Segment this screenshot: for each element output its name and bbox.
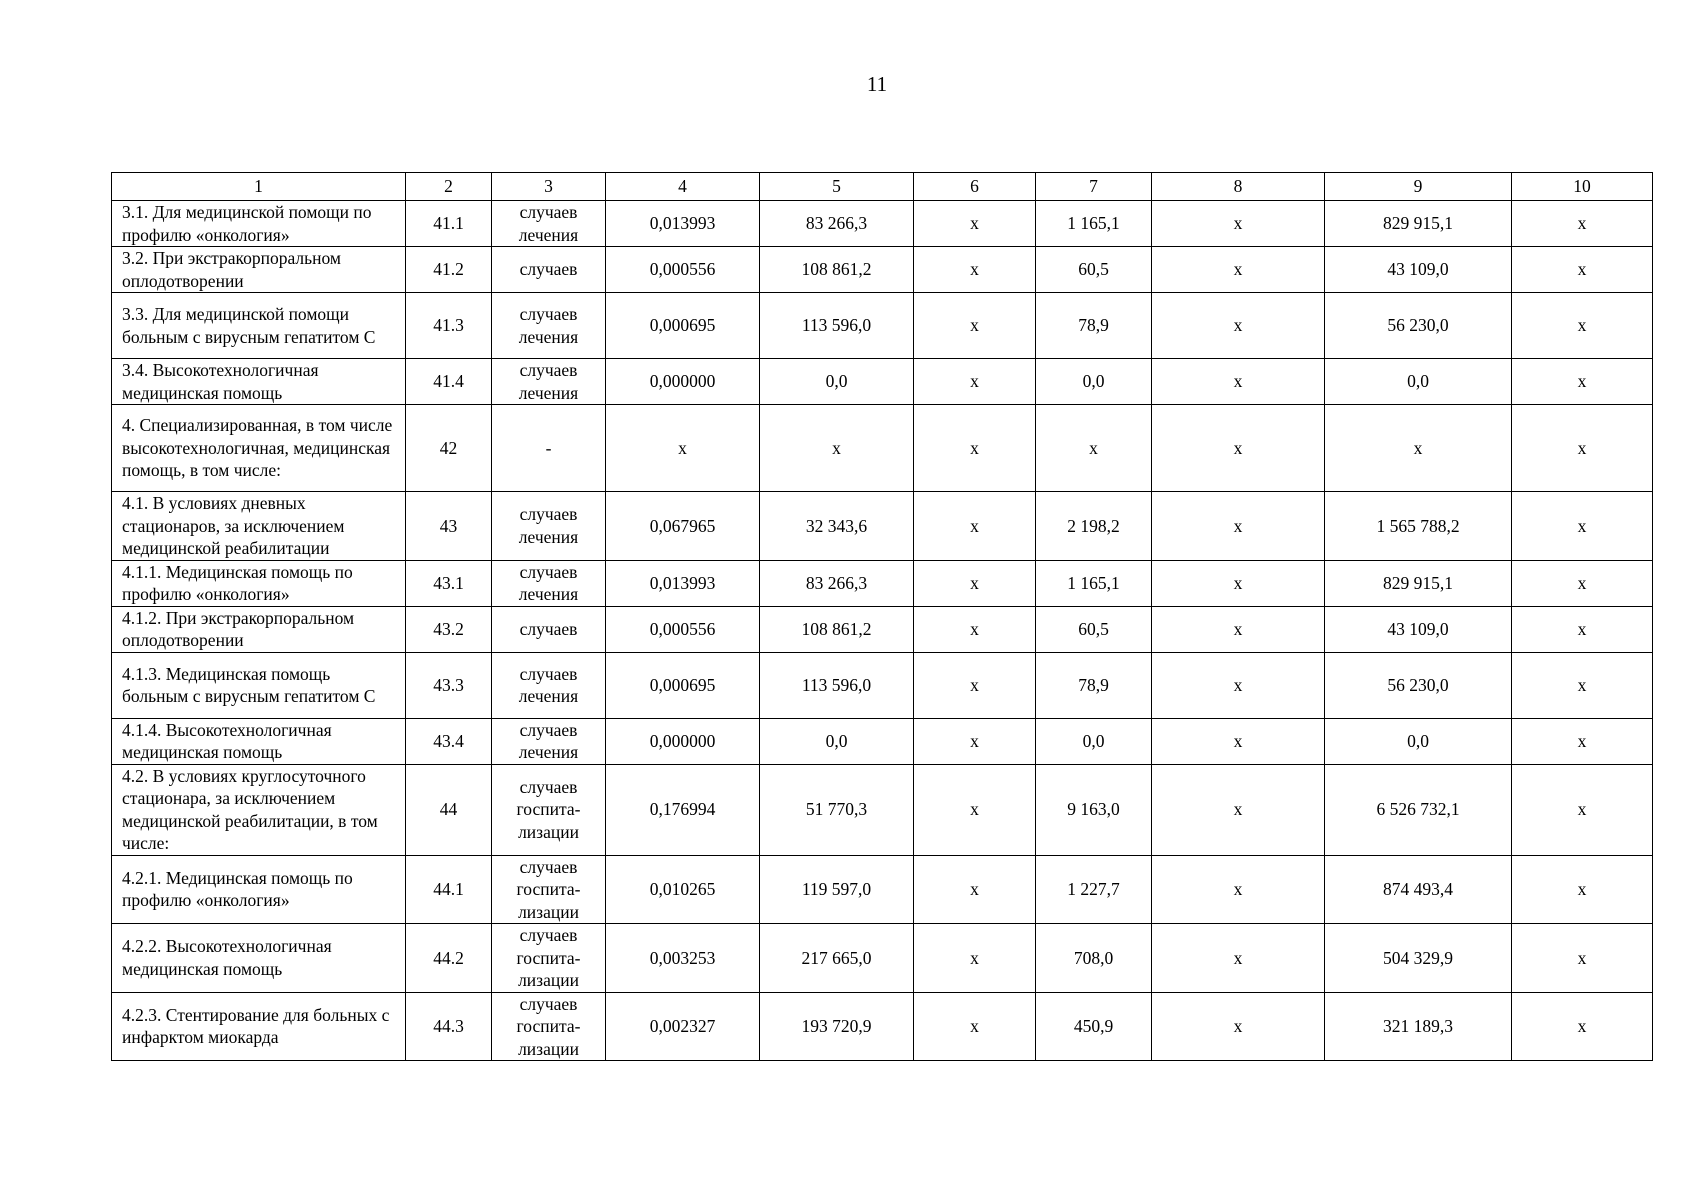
row-code-cell: 43.3: [406, 652, 492, 718]
table-row: [112, 606, 1653, 652]
x-cell: х: [914, 201, 1036, 247]
volume-cell: 0,000695: [606, 652, 760, 718]
x-cell: х: [1152, 764, 1325, 855]
x-cell: х: [1512, 652, 1653, 718]
table-row: [112, 201, 1653, 247]
column-header: 4: [606, 173, 760, 201]
x-cell: х: [914, 924, 1036, 993]
x-cell: х: [1512, 492, 1653, 561]
unit-cell: случаев лечения: [492, 652, 606, 718]
row-code-cell: 44.3: [406, 992, 492, 1061]
total-cell: 43 109,0: [1325, 606, 1512, 652]
total-cell: 0,0: [1325, 718, 1512, 764]
per-capita-cell: 60,5: [1036, 247, 1152, 293]
row-name-cell: 3.3. Для медицинской помощи больным с вирусным гепатитом С: [112, 293, 406, 359]
volume-cell: 0,000556: [606, 606, 760, 652]
x-cell: х: [1512, 405, 1653, 492]
row-code-cell: 43.4: [406, 718, 492, 764]
x-cell: х: [914, 247, 1036, 293]
x-cell: х: [1152, 492, 1325, 561]
per-capita-cell: 9 163,0: [1036, 764, 1152, 855]
unit-cell: случаев: [492, 247, 606, 293]
x-cell: х: [1152, 201, 1325, 247]
x-cell: х: [914, 359, 1036, 405]
total-cell: 56 230,0: [1325, 293, 1512, 359]
column-header: 6: [914, 173, 1036, 201]
data-table: [111, 172, 1653, 1061]
column-header: 9: [1325, 173, 1512, 201]
row-code-cell: 41.2: [406, 247, 492, 293]
x-cell: х: [1152, 560, 1325, 606]
cost-cell: 217 665,0: [760, 924, 914, 993]
x-cell: х: [1152, 652, 1325, 718]
row-code-cell: 41.1: [406, 201, 492, 247]
cost-cell: 119 597,0: [760, 855, 914, 924]
per-capita-cell: 1 227,7: [1036, 855, 1152, 924]
cost-cell: 83 266,3: [760, 201, 914, 247]
x-cell: х: [914, 764, 1036, 855]
unit-cell: случаев госпита-лизации: [492, 855, 606, 924]
row-name-cell: 3.2. При экстракорпоральном оплодотворении: [112, 247, 406, 293]
table-row: [112, 652, 1653, 718]
row-name-cell: 4.1.4. Высокотехнологичная медицинская помощь: [112, 718, 406, 764]
table-row: [112, 924, 1653, 993]
x-cell: х: [1152, 359, 1325, 405]
unit-cell: случаев госпита-лизации: [492, 924, 606, 993]
per-capita-cell: 450,9: [1036, 992, 1152, 1061]
unit-cell: случаев лечения: [492, 492, 606, 561]
x-cell: х: [914, 855, 1036, 924]
volume-cell: 0,003253: [606, 924, 760, 993]
volume-cell: 0,000695: [606, 293, 760, 359]
column-header: 5: [760, 173, 914, 201]
table-row: [112, 492, 1653, 561]
row-code-cell: 42: [406, 405, 492, 492]
unit-cell: случаев лечения: [492, 718, 606, 764]
header-row: [112, 173, 1653, 201]
x-cell: х: [1512, 293, 1653, 359]
unit-cell: случаев лечения: [492, 293, 606, 359]
cost-cell: 0,0: [760, 718, 914, 764]
column-header: 10: [1512, 173, 1653, 201]
x-cell: х: [1512, 992, 1653, 1061]
x-cell: х: [1512, 924, 1653, 993]
table-row: [112, 764, 1653, 855]
x-cell: х: [1152, 718, 1325, 764]
x-cell: х: [1512, 247, 1653, 293]
unit-cell: случаев лечения: [492, 560, 606, 606]
volume-cell: х: [606, 405, 760, 492]
x-cell: х: [1152, 247, 1325, 293]
per-capita-cell: 2 198,2: [1036, 492, 1152, 561]
row-code-cell: 44.2: [406, 924, 492, 993]
table-row: [112, 560, 1653, 606]
row-name-cell: 4.1.3. Медицинская помощь больным с вирусным гепатитом С: [112, 652, 406, 718]
cost-cell: 113 596,0: [760, 652, 914, 718]
cost-cell: 108 861,2: [760, 606, 914, 652]
total-cell: 321 189,3: [1325, 992, 1512, 1061]
unit-cell: случаев лечения: [492, 359, 606, 405]
x-cell: х: [1152, 992, 1325, 1061]
total-cell: 43 109,0: [1325, 247, 1512, 293]
column-header: 3: [492, 173, 606, 201]
row-code-cell: 44.1: [406, 855, 492, 924]
row-name-cell: 4.2. В условиях круглосуточного стационара, за исключением медицинской реабилитации, в том числе:: [112, 764, 406, 855]
row-name-cell: 4.1.2. При экстракорпоральном оплодотворении: [112, 606, 406, 652]
row-name-cell: 4.2.3. Стентирование для больных с инфарктом миокарда: [112, 992, 406, 1061]
per-capita-cell: 1 165,1: [1036, 560, 1152, 606]
row-name-cell: 4.2.1. Медицинская помощь по профилю «онкология»: [112, 855, 406, 924]
x-cell: х: [1512, 855, 1653, 924]
x-cell: х: [1152, 855, 1325, 924]
volume-cell: 0,013993: [606, 560, 760, 606]
row-code-cell: 43.1: [406, 560, 492, 606]
x-cell: х: [1152, 293, 1325, 359]
cost-cell: 83 266,3: [760, 560, 914, 606]
per-capita-cell: 0,0: [1036, 359, 1152, 405]
total-cell: 6 526 732,1: [1325, 764, 1512, 855]
x-cell: х: [1512, 606, 1653, 652]
table-row: [112, 405, 1653, 492]
total-cell: 874 493,4: [1325, 855, 1512, 924]
table-row: [112, 293, 1653, 359]
total-cell: 504 329,9: [1325, 924, 1512, 993]
per-capita-cell: 708,0: [1036, 924, 1152, 993]
x-cell: х: [914, 606, 1036, 652]
volume-cell: 0,067965: [606, 492, 760, 561]
volume-cell: 0,000000: [606, 718, 760, 764]
cost-cell: х: [760, 405, 914, 492]
per-capita-cell: 78,9: [1036, 652, 1152, 718]
row-name-cell: 4.1. В условиях дневных стационаров, за исключением медицинской реабилитации: [112, 492, 406, 561]
x-cell: х: [914, 293, 1036, 359]
x-cell: х: [1512, 201, 1653, 247]
volume-cell: 0,010265: [606, 855, 760, 924]
column-header: 1: [112, 173, 406, 201]
x-cell: х: [914, 652, 1036, 718]
total-cell: 829 915,1: [1325, 201, 1512, 247]
x-cell: х: [914, 405, 1036, 492]
row-code-cell: 43: [406, 492, 492, 561]
x-cell: х: [1512, 718, 1653, 764]
per-capita-cell: 1 165,1: [1036, 201, 1152, 247]
x-cell: х: [914, 560, 1036, 606]
x-cell: х: [914, 718, 1036, 764]
per-capita-cell: 78,9: [1036, 293, 1152, 359]
unit-cell: случаев лечения: [492, 201, 606, 247]
cost-cell: 113 596,0: [760, 293, 914, 359]
row-name-cell: 4.1.1. Медицинская помощь по профилю «онкология»: [112, 560, 406, 606]
row-name-cell: 4.2.2. Высокотехнологичная медицинская помощь: [112, 924, 406, 993]
per-capita-cell: 0,0: [1036, 718, 1152, 764]
total-cell: 829 915,1: [1325, 560, 1512, 606]
cost-cell: 0,0: [760, 359, 914, 405]
table-body: [112, 201, 1653, 1061]
x-cell: х: [1512, 359, 1653, 405]
volume-cell: 0,176994: [606, 764, 760, 855]
row-name-cell: 3.1. Для медицинской помощи по профилю «онкология»: [112, 201, 406, 247]
x-cell: х: [1152, 924, 1325, 993]
total-cell: 56 230,0: [1325, 652, 1512, 718]
per-capita-cell: х: [1036, 405, 1152, 492]
cost-cell: 108 861,2: [760, 247, 914, 293]
cost-cell: 32 343,6: [760, 492, 914, 561]
cost-cell: 51 770,3: [760, 764, 914, 855]
volume-cell: 0,013993: [606, 201, 760, 247]
total-cell: 0,0: [1325, 359, 1512, 405]
x-cell: х: [914, 992, 1036, 1061]
table-row: [112, 247, 1653, 293]
volume-cell: 0,000556: [606, 247, 760, 293]
unit-cell: случаев госпита-лизации: [492, 992, 606, 1061]
table-row: [112, 718, 1653, 764]
table-row: [112, 992, 1653, 1061]
row-code-cell: 41.4: [406, 359, 492, 405]
table-row: [112, 855, 1653, 924]
cost-cell: 193 720,9: [760, 992, 914, 1061]
x-cell: х: [1512, 560, 1653, 606]
total-cell: 1 565 788,2: [1325, 492, 1512, 561]
row-name-cell: 3.4. Высокотехнологичная медицинская помощь: [112, 359, 406, 405]
unit-cell: случаев госпита-лизации: [492, 764, 606, 855]
unit-cell: случаев: [492, 606, 606, 652]
x-cell: х: [1152, 606, 1325, 652]
x-cell: х: [1152, 405, 1325, 492]
total-cell: х: [1325, 405, 1512, 492]
column-header: 2: [406, 173, 492, 201]
page-number: 11: [866, 72, 888, 96]
row-code-cell: 41.3: [406, 293, 492, 359]
unit-cell: -: [492, 405, 606, 492]
x-cell: х: [914, 492, 1036, 561]
per-capita-cell: 60,5: [1036, 606, 1152, 652]
table-row: [112, 359, 1653, 405]
row-code-cell: 44: [406, 764, 492, 855]
x-cell: х: [1512, 764, 1653, 855]
row-name-cell: 4. Специализированная, в том числе высокотехнологичная, медицинская помощь, в том числе:: [112, 405, 406, 492]
volume-cell: 0,000000: [606, 359, 760, 405]
column-header: 8: [1152, 173, 1325, 201]
volume-cell: 0,002327: [606, 992, 760, 1061]
row-code-cell: 43.2: [406, 606, 492, 652]
column-header: 7: [1036, 173, 1152, 201]
